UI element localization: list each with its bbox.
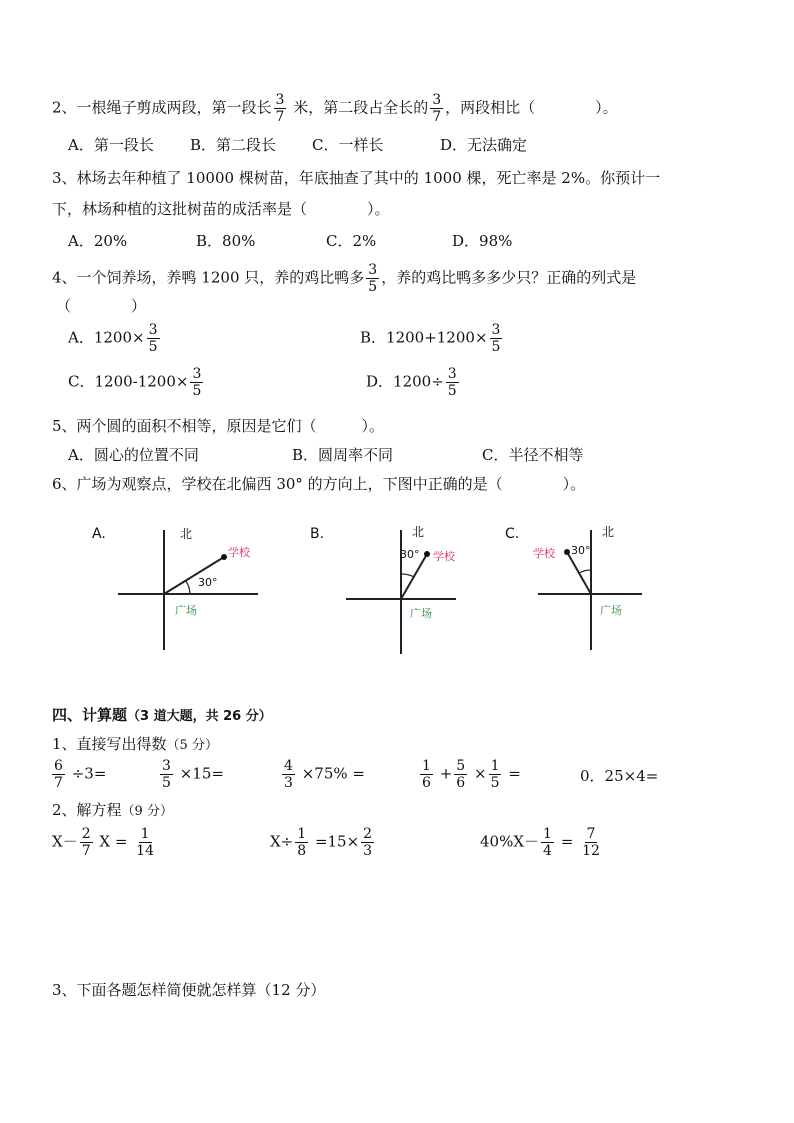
q4-option-b: B．1200+1200× $\frac{3}{5}$ xyxy=(360,322,501,355)
square-label: 广场 xyxy=(175,604,197,617)
q3-option-c: C．2% xyxy=(326,232,377,250)
school-label: 学校 xyxy=(533,547,555,560)
q4-option-c: C．1200-1200× $\frac{3}{5}$ xyxy=(68,366,202,399)
equation-2: X÷ $\frac{1}{8}$ =15× $\frac{2}{3}$ xyxy=(270,826,373,859)
north-label: 北 xyxy=(412,525,425,539)
angle-label: 30° xyxy=(198,576,218,589)
q3-stem-line1: 3、林场去年种植了 10000 棵树苗，年底抽查了其中的 1000 棵，死亡率是 2%。你预计一 xyxy=(52,169,661,187)
angle-arc xyxy=(186,581,190,594)
q3-option-a: A．20% xyxy=(68,232,128,250)
q2-option-a: A．第一段长 xyxy=(68,136,154,154)
part3-title: 3、下面各题怎样简便就怎样算（12 分） xyxy=(52,981,326,999)
q5-stem: 5、两个圆的面积不相等，原因是它们（ ）。 xyxy=(52,417,385,435)
q2-stem: 2、一根绳子剪成两段，第一段长 $\frac{3}{7}$ 米，第二段占全长的 $\frac{3}{7}$ ，两段相比（ ）。 xyxy=(52,92,618,125)
part2-title: 2、解方程（9 分） xyxy=(52,801,173,819)
q5-option-b: B．圆周率不同 xyxy=(292,446,394,464)
q6-stem: 6、广场为观察点，学校在北偏西 30° 的方向上，下图中正确的是（ ）。 xyxy=(52,475,586,493)
diagram-letter: B. xyxy=(310,526,325,542)
diagram-b xyxy=(310,525,456,654)
calc-item-2: $\frac{3}{5}$ ×15= xyxy=(162,758,224,791)
q5-option-a: A．圆心的位置不同 xyxy=(68,446,199,464)
angle-arc xyxy=(579,570,591,573)
q4-stem: 4、一个饲养场，养鸭 1200 只，养的鸡比鸭多 $\frac{3}{5}$ ，养的鸡比鸭多多少只？正确的列式是 xyxy=(52,262,637,295)
north-label: 北 xyxy=(602,525,615,539)
school-point xyxy=(221,554,227,560)
q4-option-a: A．1200× $\frac{3}{5}$ xyxy=(68,322,158,355)
q4-answer-blank: （ ） xyxy=(56,297,147,315)
angle-label: 30° xyxy=(571,544,591,557)
square-label: 广场 xyxy=(410,607,432,620)
calc-item-1: $\frac{6}{7}$ ÷3= xyxy=(54,758,107,791)
q4-option-d: D．1200÷ $\frac{3}{5}$ xyxy=(366,366,457,399)
fraction: $\frac{3}{7}$ xyxy=(275,92,285,125)
fraction: $\frac{3}{7}$ xyxy=(432,92,442,125)
diagram-letter: C. xyxy=(505,526,520,542)
angle-label: 30° xyxy=(400,548,420,561)
section-title: 四、计算题（3 道大题，共 26 分） xyxy=(52,706,272,724)
part1-title: 1、直接写出得数（5 分） xyxy=(52,735,218,753)
diagram-c xyxy=(505,525,642,650)
north-label: 北 xyxy=(180,527,193,541)
q2-option-b: B．第二段长 xyxy=(190,136,277,154)
q3-option-b: B．80% xyxy=(196,232,256,250)
fraction: $\frac{3}{5}$ xyxy=(368,262,378,295)
q5-option-c: C．半径不相等 xyxy=(482,446,584,464)
q3-stem-line2: 下，林场种植的这批树苗的成活率是（ ）。 xyxy=(52,200,390,218)
calc-item-4: $\frac{1}{6}$ + $\frac{5}{6}$ × $\frac{1}{5}$ = xyxy=(422,758,521,791)
diagram-letter: A. xyxy=(92,526,106,542)
q3-option-d: D．98% xyxy=(452,232,513,250)
q2-option-c: C．一样长 xyxy=(312,136,384,154)
equation-3: 40%X－ $\frac{1}{4}$ = $\frac{7}{12}$ xyxy=(480,826,600,859)
diagram-a xyxy=(92,526,258,650)
equation-1: X－ $\frac{2}{7}$ X = $\frac{1}{14}$ xyxy=(52,826,154,859)
q2-option-d: D．无法确定 xyxy=(440,136,528,154)
square-label: 广场 xyxy=(600,604,622,617)
school-label: 学校 xyxy=(228,546,250,559)
calc-item-5: 0．25×4= xyxy=(580,767,659,785)
calc-item-3: $\frac{4}{3}$ ×75% = xyxy=(284,758,365,791)
school-point xyxy=(564,549,570,555)
direction-diagrams xyxy=(0,510,794,670)
school-label: 学校 xyxy=(433,550,455,563)
angle-arc xyxy=(401,574,414,577)
school-point xyxy=(424,551,430,557)
